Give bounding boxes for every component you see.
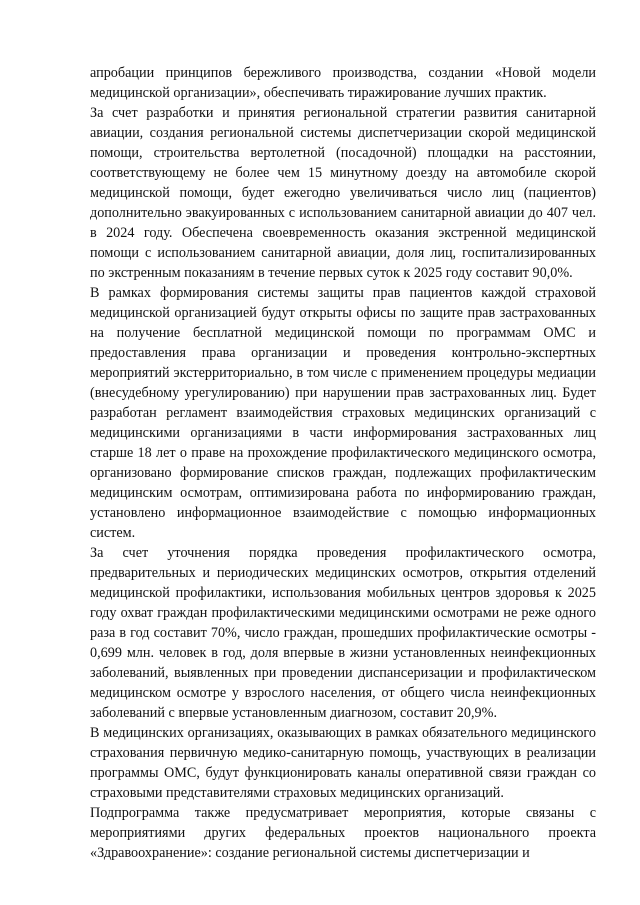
paragraph-subprogram: Подпрограмма также предусматривает мероприятия, которые связаны с мероприятиями других федеральных проектов национального проекта «Здравоохранение»: создание региональной системы диспетчеризации и bbox=[90, 805, 596, 861]
paragraph-preventive-checkups: За счет уточнения порядка проведения профилактического осмотра, предварительных и периодических медицинских осмотров, открытия отделений медицинской профилактики, использования мобильных центров здоровья к 2025 году охват граждан профилактическими медицинскими осмотрами не реже одного раза в год составит 70%, число граждан, прошедших профилактические осмотры - 0,699 млн. человек в год, доля впервые в жизни установленных неинфекционных заболеваний, выявленных при проведении диспансеризации и профилактическом медицинском осмотре у взрослого населения, от общего числа неинфекционных заболеваний с впервые установленным диагнозом, составит 20,9%. bbox=[90, 545, 596, 721]
paragraph-sanitary-aviation: За счет разработки и принятия региональной стратегии развития санитарной авиации, создания региональной системы диспетчеризации скорой медицинской помощи, строительства вертолетной (посадочной) площадки на расстоянии, соответствующему не более чем 15 минутному доезду на автомобиле скорой медицинской помощи, будет ежегодно увеличиваться число лиц (пациентов) дополнительно эвакуированных с использованием санитарной авиации до 407 чел. в 2024 году. Обеспечена своевременность оказания экстренной медицинской помощи с использованием санитарной авиации, доля лиц, госпитализированных по экстренным показаниям в течение первых суток к 2025 году составит 90,0%. bbox=[90, 105, 596, 281]
paragraph-patient-rights: В рамках формирования системы защиты прав пациентов каждой страховой медицинской организацией будут открыты офисы по защите прав застрахованных на получение бесплатной медицинской помощи по программам ОМС и предоставления права организации и проведения контрольно-экспертных мероприятий экстерриториально, в том числе с применением процедуры медиации (внесудебному урегулированию) при нарушении прав застрахованных лиц. Будет разработан регламент взаимодействия страховых медицинских организаций с медицинскими организациями в части информирования застрахованных лиц старше 18 лет о праве на прохождение профилактического медицинского осмотра, организовано формирование списков граждан, подлежащих профилактическим медицинским осмотрам, оптимизирована работа по информированию граждан, установлено информационное взаимодействие с помощью информационных систем. bbox=[90, 285, 596, 541]
document-page bbox=[90, 63, 596, 863]
paragraph-lean-production: апробации принципов бережливого производства, создании «Новой модели медицинской организации», обеспечивать тиражирование лучших практик. bbox=[90, 65, 596, 101]
paragraph-communication-channels: В медицинских организациях, оказывающих в рамках обязательного медицинского страхования первичную медико-санитарную помощь, участвующих в реализации программы ОМС, будут функционировать каналы оперативной связи граждан со страховыми представителями страховых медицинских организаций. bbox=[90, 725, 596, 801]
